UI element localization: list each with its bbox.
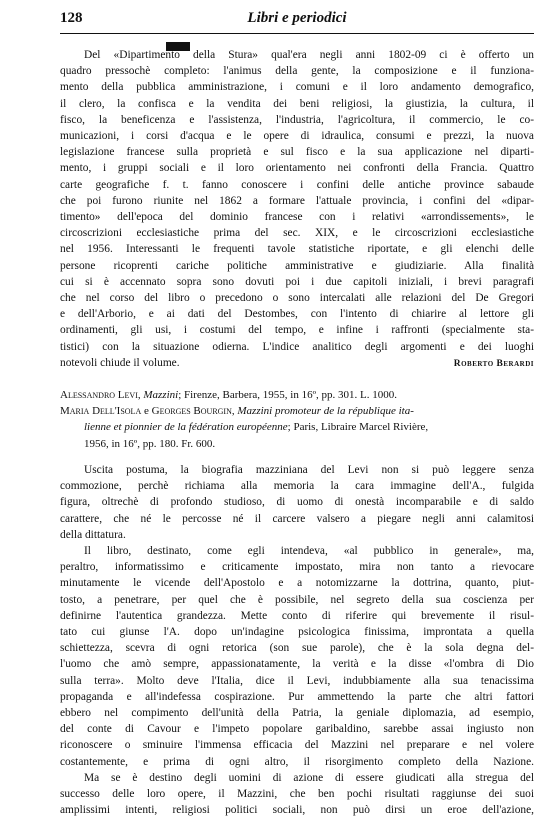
text-line: definirne l'autentica grandezza. Mette conto di riferire qui brevemente il risul- — [60, 609, 534, 622]
text-line: Uscita postuma, la biografia mazziniana del Levi non si può leggere senza — [84, 464, 534, 476]
author-name: Georges Bourgin — [151, 405, 232, 418]
header-rule — [60, 33, 534, 34]
text-line: che poi furono riunite nel 1862 a formare l'attuale provincia, i confini del «dipar- — [60, 194, 534, 207]
text-line: tato cui giunse l'A. dopo un'indagine psicologica finissima, improntata a quella — [60, 626, 534, 638]
text-line: mento, i gruppi sociali e il loro orientamento nei confronti della Francia. Quattro — [60, 162, 534, 175]
text-line: l'uomo che amò sempre, appassionatamente, la verità e la disse «l'ombra di Dio — [60, 658, 534, 671]
text-line: figura, oltrechè di profondo studioso, di uomo di onestà incomparabile e di saldo — [60, 496, 534, 509]
text-line: minutamente le vicende dell'Apostolo e a notomizzarne la dottrina, quanto, piut- — [60, 577, 534, 590]
text-line: Il libro, destinato, come egli intendeva, «al pubblico in generale», ma, — [84, 545, 534, 557]
text-line: fisco, la beneficenza e l'assistenza, l'industria, l'agricoltura, il commercio, le co- — [60, 113, 534, 126]
citation-line: 1956, in 16º, pp. 180. Fr. 600. — [84, 437, 216, 450]
text-line: riconoscere o sminuire l'immensa efficacia del Mazzini nel preparare e nel volere — [60, 739, 534, 752]
text-line: ordinamenti, gli usi, i costumi del tempo, e infine i raffronti (specialmente sta- — [60, 324, 534, 337]
book-title: lienne et pionnier de la fédération européenne — [84, 421, 288, 434]
text-line: circoscrizioni ecclesiastiche prima del sec. XIX, e le circoscrizioni ecclesiastiche — [60, 227, 534, 240]
citation-line: Alessandro Levi, Mazzini; Firenze, Barbera, 1955, in 16º, pp. 301. L. 1000. — [60, 389, 397, 401]
text-line: il clero, la confisca e la vendita dei beni religiosi, la giustizia, la cultura, il — [60, 97, 534, 110]
text-line: sulla terra». Molto deve l'Italia, dice il Levi, indubbiamente alla sua tenacissima — [60, 674, 534, 687]
text-line: nel 1956. Interessanti le frequenti tavole statistiche riportate, e gli elenchi delle — [60, 243, 534, 256]
text-line: carattere, che né le percosse né il carcere valsero a piegare negli anni calamitosi — [60, 512, 534, 525]
text-line: legislazione francese sulla proprietà e sul fisco e la sua applicazione nel diparti- — [60, 146, 534, 159]
text-line: ebbero nel compimento dell'unità della Patria, la geniale diplomazia, ad esempio, — [60, 707, 534, 719]
text-line: mento della pubblica amministrazione, i comuni e il loro andamento demografico, — [60, 81, 534, 94]
text-line: che nel corso del libro o precedono o sono intercalati alle relazioni del De Gregori — [60, 292, 534, 304]
text-line: persone ricoprenti cariche politiche amministrative e giudiziarie. Alla finalità — [60, 259, 534, 272]
text-line: amplissimi intenti, religiosi politici sociali, non può dirsi un eroe dell'azione, — [60, 804, 534, 817]
text-line: cui si è accennato sopra sono dovuti poi i due capitoli iniziali, i brevi paragrafi — [60, 275, 534, 288]
text-line: Ma se è destino degli uomini di azione di essere giudicati alla stregua del — [84, 771, 534, 784]
text-line: propaganda e all'indefessa cospirazione. Pur ammettendo la parte che altri fattori — [60, 690, 534, 703]
text-line: e dell'Arborio, e ai dati del Destombes, con l'intento di chiarire al lettore gli — [60, 308, 534, 321]
citation-line: Maria Dell'Isola e Georges Bourgin, Mazzini promoteur de la république ita- — [60, 405, 414, 418]
book-title: Mazzini promoteur de la république ita- — [237, 405, 414, 418]
author-name: Alessandro Levi — [60, 389, 138, 401]
text-line: commozione, perchè richiama alla memoria la cara immagine dell'A., fulgida — [60, 480, 534, 493]
reviewer-signature: Roberto Berardi — [453, 359, 534, 369]
author-name: Maria Dell'Isola — [60, 405, 142, 418]
text-line: della dittatura. — [60, 528, 126, 541]
text-line: municazioni, i corsi d'acqua e le opere di idraulica, consumi e prezzi, la nuova — [60, 130, 534, 142]
text-line: successo delle loro opere, il Mazzini, che ben pochi risultati raggiunse dei suoi — [60, 788, 534, 800]
text-line: timento» dell'epoca del dominio francese con i relativi «arrondissements», le — [60, 211, 534, 223]
text-line: del conte di Cavour e l'impeto popolare garibaldino, sarebbe assai ingiusto non — [60, 723, 534, 736]
text-line: carte geografiche f. t. fanno conoscere i confini delle antiche province sabaude — [60, 178, 534, 191]
text-line: peraltro, informatissimo e criticamente impostato, mira non tanto a rievocare — [60, 561, 534, 574]
running-title: Libri e periodici — [247, 10, 347, 26]
text-line: tistici) con la situazione odierna. L'indice analitico degli argomenti e dei luoghi — [60, 340, 534, 353]
text-line: quadro pressochè completo: l'animus della gente, la composizione e il funziona- — [60, 65, 534, 78]
text-line: costantemente, e prima di ogni altro, il risorgimento completo della Nazione. — [60, 755, 534, 768]
page-header — [60, 10, 534, 32]
book-title: Mazzini — [143, 389, 179, 401]
text-line: schiettezza, scevra di ogni retorica (son sue parole), che è la sola degna del- — [60, 642, 534, 655]
text-line: tosto, a penetrare, per quel che è possibile, nel segreto della sua coscienza per — [60, 593, 534, 606]
text-line: notevoli chiude il volume. — [60, 356, 180, 369]
page-number: 128 — [60, 10, 83, 26]
citation-line: lienne et pionnier de la fédération européenne; Paris, Libraire Marcel Rivière, — [84, 421, 429, 434]
text-line: Del «Dipartimento della Stura» qual'era negli anni 1802-09 ci è offerto un — [84, 49, 534, 61]
